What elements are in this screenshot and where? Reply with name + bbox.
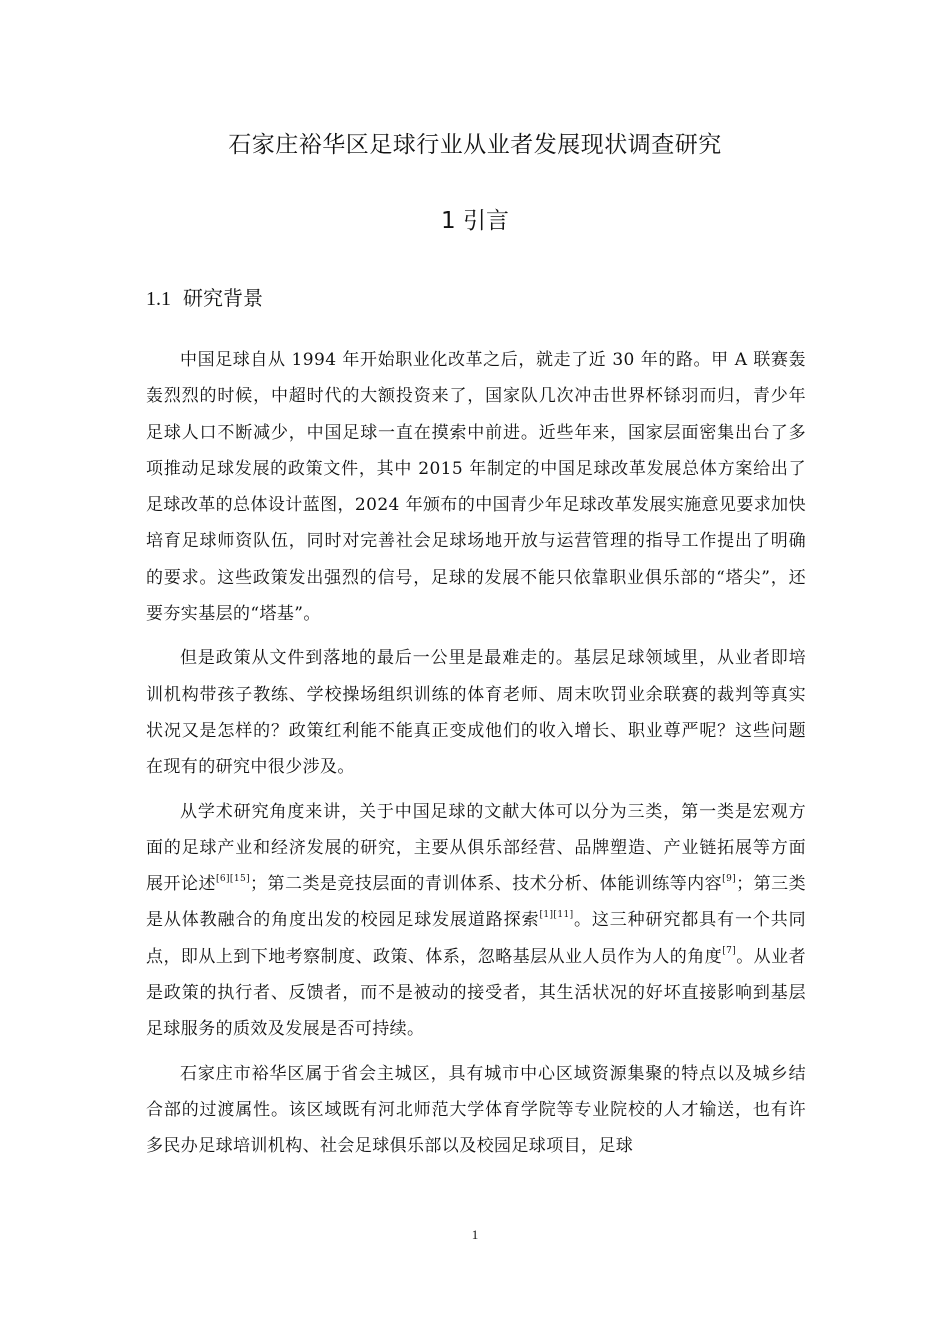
paragraph-text: ；第二类是竞技层面的青训体系、技术分析、体能训练等内容 [249, 874, 723, 895]
paragraph-text: 。这三种研究都具有一个共同点，即从上到下地考察制度、政策、体系，忽略基层从业人员作为人的角度 [146, 910, 806, 967]
citation-reference: [7] [722, 946, 737, 957]
citation-reference: [6][15] [215, 873, 250, 884]
document-title: 石家庄裕华区足球行业从业者发展现状调查研究 [228, 132, 722, 158]
paragraph-text: 但是政策从文件到落地的最后一公里是最难走的。基层足球领域里，从业者即培训机构带孩子教练、学校操场组织训练的体育老师、周末吹罚业余联赛的裁判等真实状况又是怎样的？政策红利能不能真正变成他们的收入增长、职业尊严呢？这些问题在现有的研究中很少涉及。 [146, 648, 806, 778]
paragraph [146, 640, 806, 785]
citation-reference: [9] [722, 873, 737, 884]
paragraph-text: 从学术研究角度来讲，关于中国足球的文献大体可以分为三类，第一类是宏观方面的足球产业和经济发展的研究，主要从俱乐部经营、品牌塑造、产业链拓展等方面展开论述 [146, 801, 806, 895]
paragraph [146, 342, 806, 632]
section-heading [146, 282, 263, 311]
paragraph-text: 中国足球自从 1994 年开始职业化改革之后，就走了近 30 年的路。甲 A 联赛轰轰烈烈的时候，中超时代的大额投资来了，国家队几次冲击世界杯铩羽而归，青少年足球人口不断减少，中国足球一直在摸索中前进。近些年来，国家层面密集出台了多项推动足球发展的政策文件，其中 2015 年制定的中国足球改革发展总体方案给出了足球改革的总体设计蓝图，2024 年颁布的中国青少年足球改革发展实施意见要求加快培育足球师资队伍，同时对完善社会足球场地开放与运营管理的指导工作提出了明确的要求。这些政策发出强烈的信号，足球的发展不能只依靠职业俱乐部的“塔尖”，还要夯实基层的“塔基”。 [146, 350, 806, 625]
section-title: 研究背景 [183, 286, 263, 310]
paragraph-text: ；第三类是从体教融合的角度出发的校园足球发展道路探索 [146, 874, 806, 931]
paragraph [146, 794, 806, 1048]
paragraph-text: 石家庄市裕华区属于省会主城区，具有城市中心区域资源集聚的特点以及城乡结合部的过渡属性。该区域既有河北师范大学体育学院等专业院校的人才输送，也有许多民办足球培训机构、社会足球俱乐部以及校园足球项目，足球 [146, 1063, 806, 1157]
body-text [146, 342, 806, 1173]
page-number: 1 [471, 1227, 479, 1242]
chapter-heading: 1 引言 [441, 208, 509, 234]
paragraph [146, 1056, 806, 1165]
section-number: 1.1 [146, 288, 171, 310]
citation-reference: [1][11] [539, 909, 574, 920]
paragraph-text: 。从业者是政策的执行者、反馈者，而不是被动的接受者，其生活状况的好坏直接影响到基层足球服务的质效及发展是否可持续。 [146, 946, 806, 1040]
